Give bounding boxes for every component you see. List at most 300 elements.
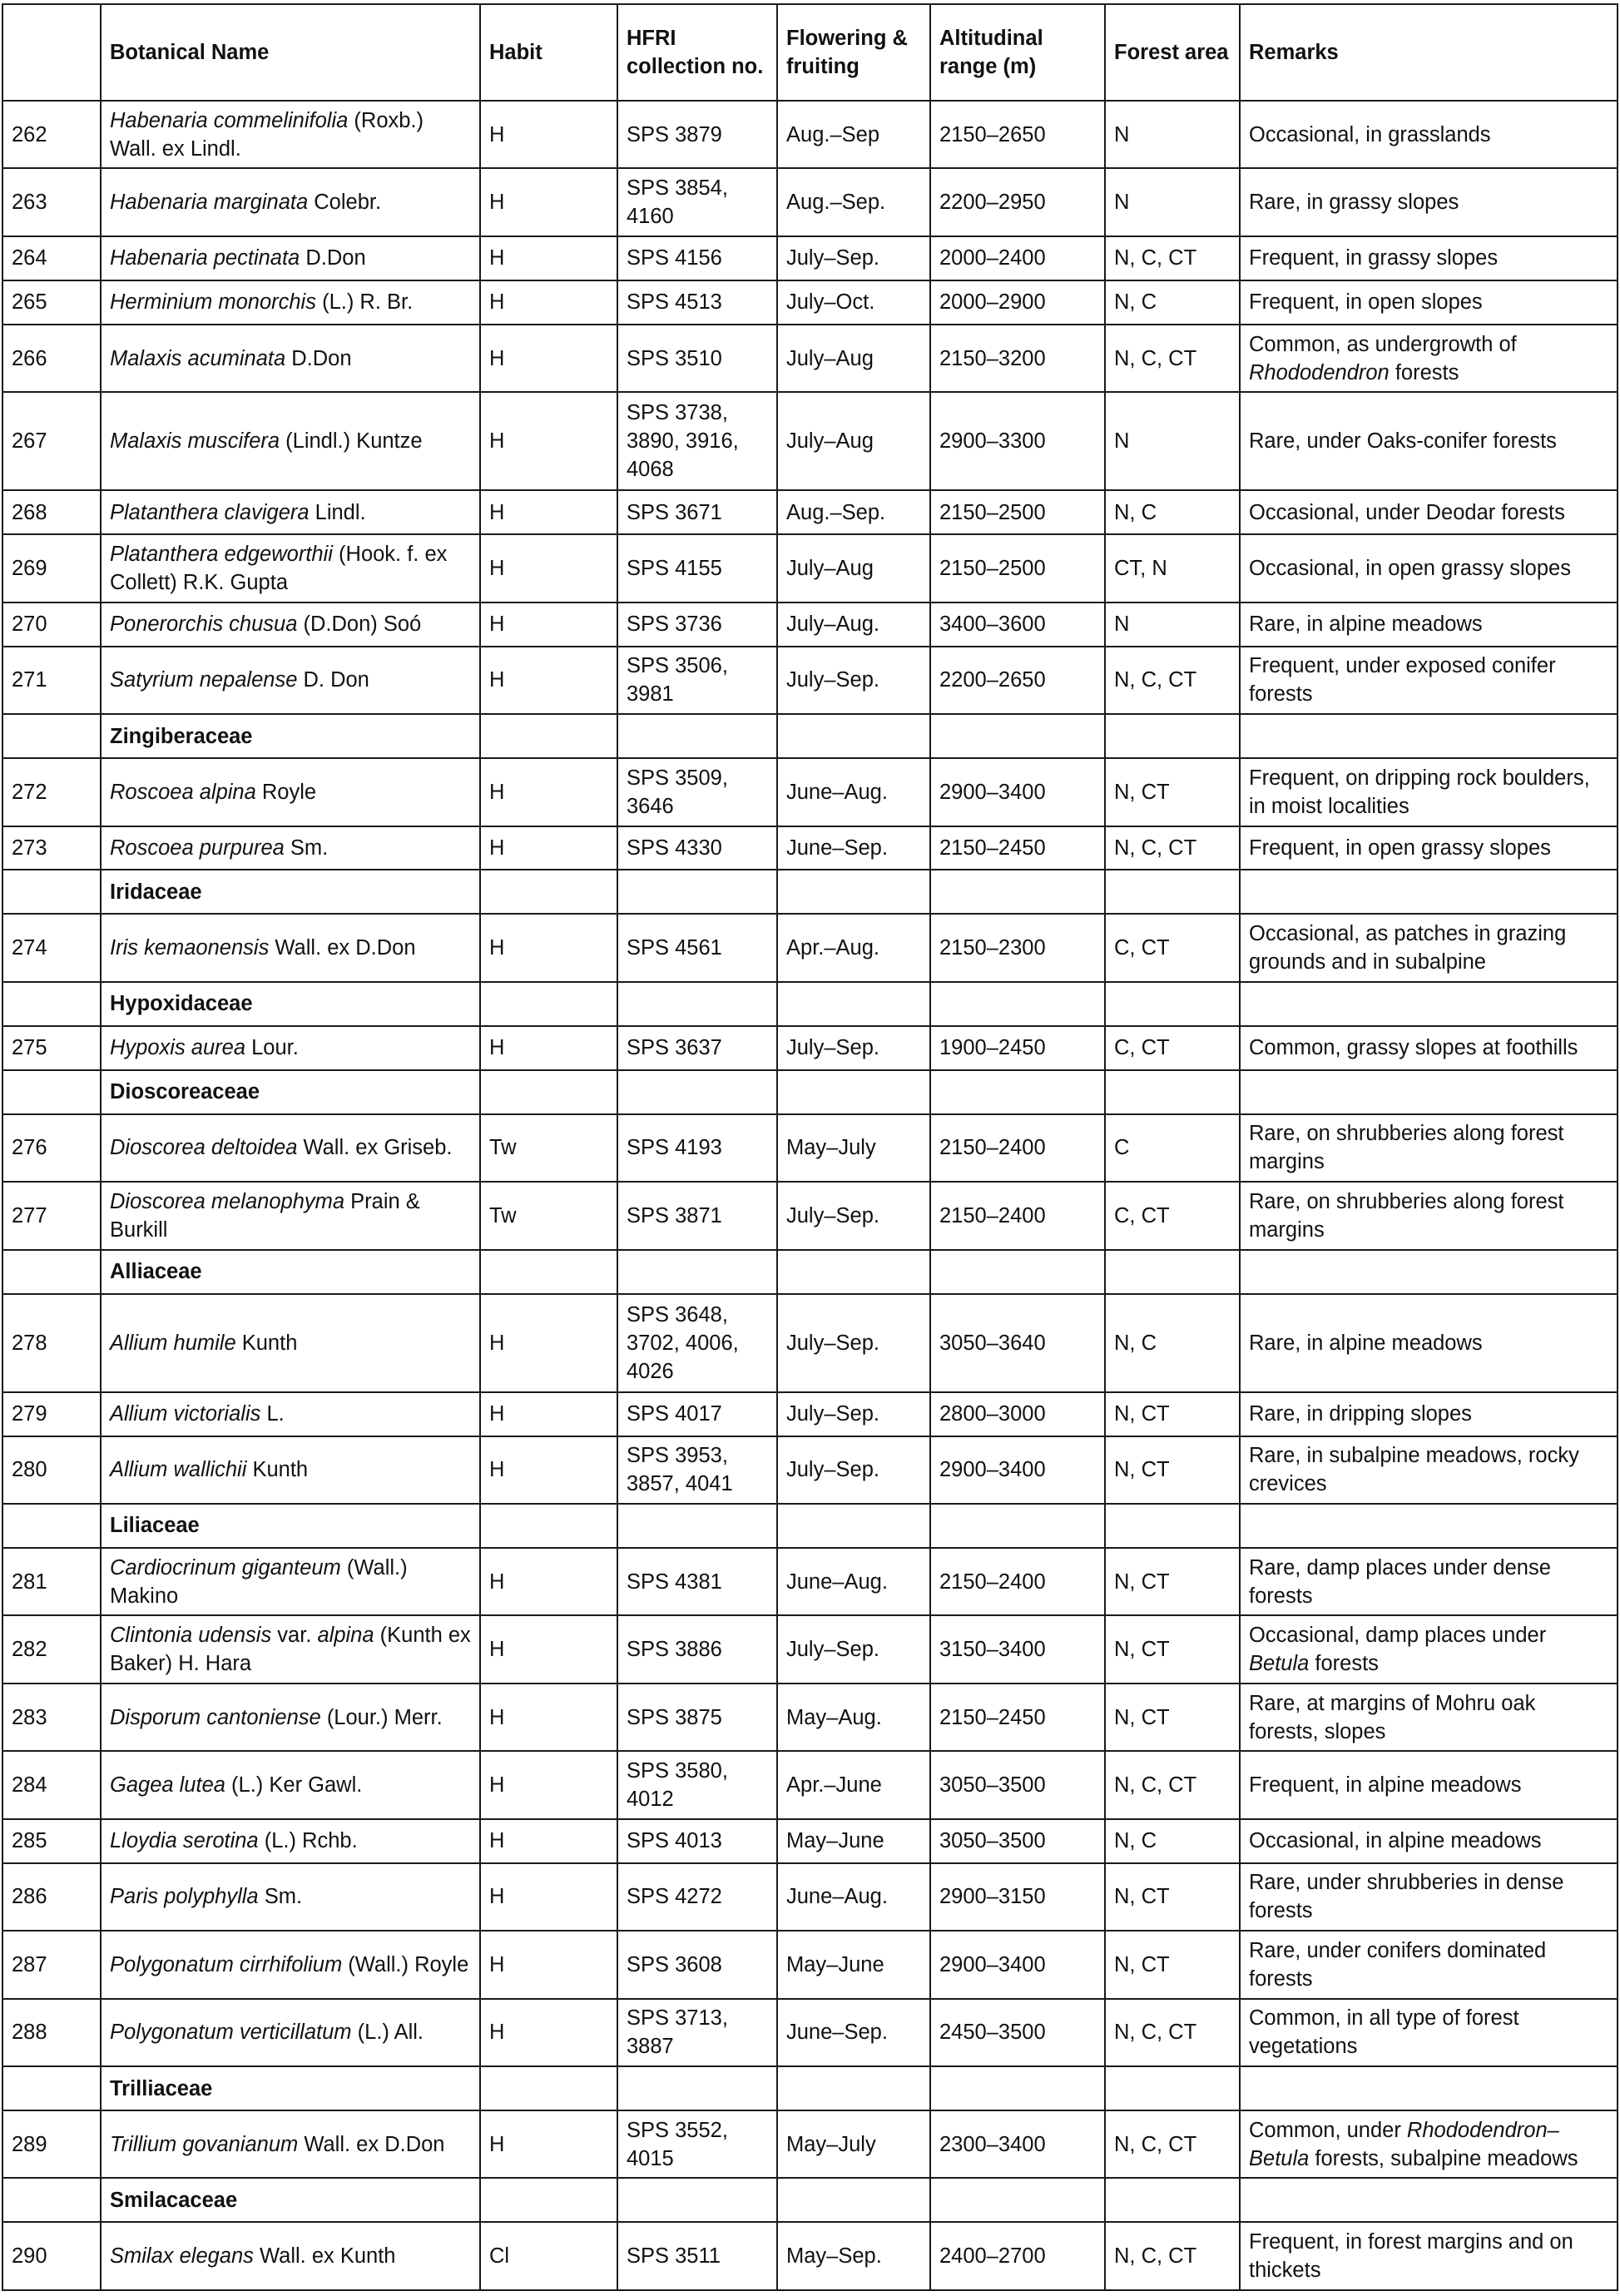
authority: Wall. ex D.Don [304,2132,445,2156]
collection-number: SPS 3506, 3981 [617,647,777,714]
authority: (Hook. f. ex Collett) R.K. Gupta [110,543,448,594]
empty-cell [480,714,617,758]
empty-cell [1240,2066,1618,2110]
species-name: Hypoxis aurea [110,1036,245,1060]
species-row [2,392,1618,490]
collection-number: SPS 3875 [617,1684,777,1751]
habit: H [480,603,617,647]
remarks [1240,1182,1618,1249]
row-number: 271 [2,647,101,714]
altitudinal-range: 2150–2500 [930,490,1105,534]
remarks [1240,1392,1618,1436]
species-row [2,1548,1618,1615]
remarks-text: Rare, in alpine meadows [1249,1331,1483,1355]
forest-area: N, CT [1105,1436,1240,1504]
empty-cell [777,2066,930,2110]
species-name: Malaxis acuminata [110,346,286,370]
empty-cell [930,1250,1105,1294]
authority: (Wall.) Royle [348,1952,469,1976]
altitudinal-range: 2150–3200 [930,325,1105,392]
altitudinal-range: 2900–3150 [930,1863,1105,1931]
collection-number: SPS 3713, 3887 [617,1999,777,2066]
botanical-name [101,1684,480,1751]
remarks-text: Rare, under Oaks-conifer forests [1249,429,1557,454]
forest-area: N, CT [1105,1392,1240,1436]
authority: Royle [261,780,317,804]
empty-cell [617,2066,777,2110]
row-number: 274 [2,914,101,981]
empty-cell [930,1070,1105,1114]
number-cell [2,870,101,914]
altitudinal-range: 2200–2950 [930,168,1105,236]
remarks-text: Rare, under shrubberies in dense forests [1249,1871,1564,1923]
altitudinal-range: 1900–2450 [930,1026,1105,1070]
collection-number: SPS 4381 [617,1548,777,1615]
botanical-name [101,1931,480,1998]
flowering-fruiting: June–Aug. [777,758,930,826]
remarks [1240,101,1618,168]
habit: H [480,1999,617,2066]
flowering-fruiting: May–June [777,1819,930,1863]
empty-cell [930,982,1105,1026]
altitudinal-range: 3150–3400 [930,1615,1105,1683]
forest-area: N, CT [1105,1863,1240,1931]
row-number: 286 [2,1863,101,1931]
species-name: Paris polyphylla [110,1885,259,1909]
botanical-name [101,168,480,236]
authority: (L.) R. Br. [322,290,414,315]
remarks-text: Occasional, in alpine meadows [1249,1829,1542,1853]
species-table [2,3,1618,2291]
col-header-collection-no: HFRI collection no. [617,4,777,101]
species-row [2,101,1618,168]
authority: D.Don [305,246,366,270]
species-name: Roscoea purpurea [110,836,285,860]
altitudinal-range: 2450–3500 [930,1999,1105,2066]
empty-cell [777,1070,930,1114]
collection-number: SPS 4513 [617,280,777,325]
species-name: Smilax elegans [110,2244,254,2269]
empty-cell [617,714,777,758]
table-body [2,101,1618,2290]
row-number: 287 [2,1931,101,1998]
authority: Sm. [290,836,329,860]
empty-cell [930,2066,1105,2110]
row-number: 280 [2,1436,101,1504]
empty-cell [617,2178,777,2222]
collection-number: SPS 4156 [617,236,777,280]
species-row [2,534,1618,602]
habit: H [480,168,617,236]
botanical-name [101,2222,480,2290]
botanical-name [101,758,480,826]
collection-number: SPS 4330 [617,826,777,870]
forest-area: N, C, CT [1105,2222,1240,2290]
flowering-fruiting: June–Sep. [777,826,930,870]
forest-area: N, CT [1105,1931,1240,1998]
empty-cell [1105,2178,1240,2222]
authority: Sm. [264,1885,303,1909]
flowering-fruiting: Aug.–Sep. [777,490,930,534]
authority: (D.Don) Soó [303,612,422,637]
remarks-text: Rare, damp places under dense forests [1249,1555,1551,1608]
authority: Wall. ex D.Don [275,936,416,960]
row-number: 275 [2,1026,101,1070]
habit: H [480,236,617,280]
empty-cell [930,1504,1105,1548]
flowering-fruiting: Aug.–Sep [777,101,930,168]
species-name: Habenaria marginata [110,191,309,215]
empty-cell [480,2178,617,2222]
forest-area: N [1105,603,1240,647]
empty-cell [480,1504,617,1548]
flowering-fruiting: June–Aug. [777,1548,930,1615]
authority: (Kunth ex Baker) H. Hara [110,1624,471,1676]
family-row [2,870,1618,914]
row-number: 272 [2,758,101,826]
empty-cell [617,1070,777,1114]
empty-cell [777,1504,930,1548]
flowering-fruiting: June–Aug. [777,1863,930,1931]
altitudinal-range: 2900–3400 [930,758,1105,826]
botanical-name [101,280,480,325]
row-number: 269 [2,534,101,602]
habit: H [480,534,617,602]
species-row [2,1999,1618,2066]
remarks-text: forests [1309,1652,1379,1676]
family-name: Hypoxidaceae [101,982,480,1026]
authority: Colebr. [314,191,382,215]
table-header-row [2,4,1618,101]
forest-area: N [1105,392,1240,490]
empty-cell [1240,982,1618,1026]
forest-area: N, C [1105,1294,1240,1392]
botanical-name [101,1751,480,1818]
family-row [2,1504,1618,1548]
remarks-text: Common, as undergrowth of [1249,332,1517,356]
flowering-fruiting: July–Aug [777,392,930,490]
col-header-remarks: Remarks [1240,4,1618,101]
species-name: Allium victorialis [110,1402,261,1426]
number-cell [2,1070,101,1114]
habit: H [480,758,617,826]
family-name: Iridaceae [101,870,480,914]
empty-cell [480,982,617,1026]
remarks-text: Frequent, in open grassy slopes [1249,836,1551,860]
remarks [1240,1931,1618,1998]
row-number: 279 [2,1392,101,1436]
botanical-name [101,603,480,647]
remarks [1240,280,1618,325]
forest-area: C [1105,1114,1240,1182]
flowering-fruiting: July–Sep. [777,1615,930,1683]
species-row [2,325,1618,392]
forest-area: CT, N [1105,534,1240,602]
row-number: 278 [2,1294,101,1392]
row-number: 282 [2,1615,101,1683]
botanical-name [101,1615,480,1683]
remarks-text: Rare, in grassy slopes [1249,191,1459,215]
forest-area: N [1105,168,1240,236]
species-row [2,826,1618,870]
species-row [2,1615,1618,1683]
remarks [1240,1294,1618,1392]
altitudinal-range: 2150–2450 [930,826,1105,870]
remarks [1240,2222,1618,2290]
forest-area: N, C, CT [1105,647,1240,714]
empty-cell [480,2066,617,2110]
number-cell [2,2066,101,2110]
empty-cell [617,1504,777,1548]
habit: H [480,1294,617,1392]
authority: Lour. [251,1036,299,1060]
empty-cell [930,870,1105,914]
species-name: Malaxis muscifera [110,429,280,454]
species-name: Ponerorchis chusua [110,612,298,637]
habit: H [480,325,617,392]
flowering-fruiting: July–Aug. [777,603,930,647]
forest-area: N, C, CT [1105,2110,1240,2178]
forest-area: N, C [1105,490,1240,534]
remarks-text: Occasional, in grasslands [1249,122,1491,146]
habit: H [480,490,617,534]
flowering-fruiting: July–Sep. [777,236,930,280]
collection-number: SPS 3953, 3857, 4041 [617,1436,777,1504]
species-row [2,490,1618,534]
remarks-text: Frequent, in grassy slopes [1249,246,1499,270]
botanical-name [101,647,480,714]
altitudinal-range: 2150–2400 [930,1182,1105,1249]
remarks-text: Frequent, in alpine meadows [1249,1773,1522,1798]
collection-number: SPS 3738, 3890, 3916, 4068 [617,392,777,490]
empty-cell [617,982,777,1026]
family-row [2,982,1618,1026]
remarks-text: Rare, in subalpine meadows, rocky crevices [1249,1444,1579,1496]
authority: Lindl. [315,500,366,524]
species-row [2,2222,1618,2290]
remarks [1240,1615,1618,1683]
flowering-fruiting: July–Sep. [777,1294,930,1392]
authority: (L.) Rchb. [264,1829,358,1853]
remarks-text: Frequent, in open slopes [1249,290,1483,315]
remarks [1240,647,1618,714]
flowering-fruiting: May–July [777,1114,930,1182]
species-row [2,1294,1618,1392]
remarks-text: Rhododendron [1406,2118,1548,2142]
col-header-forest-area: Forest area [1105,4,1240,101]
collection-number: SPS 3879 [617,101,777,168]
habit: H [480,1548,617,1615]
empty-cell [617,1250,777,1294]
forest-area: N, CT [1105,1615,1240,1683]
remarks-text: Occasional, as patches in grazing grounds and in subalpine [1249,922,1567,974]
altitudinal-range: 2150–2300 [930,914,1105,981]
species-row [2,1114,1618,1182]
authority: D. Don [303,668,369,692]
flowering-fruiting: Aug.–Sep. [777,168,930,236]
row-number: 288 [2,1999,101,2066]
habit: H [480,1026,617,1070]
family-row [2,2178,1618,2222]
remarks [1240,325,1618,392]
collection-number: SPS 4017 [617,1392,777,1436]
altitudinal-range: 2900–3400 [930,1436,1105,1504]
altitudinal-range: 2800–3000 [930,1392,1105,1436]
forest-area: N [1105,101,1240,168]
remarks [1240,914,1618,981]
remarks-text: Common, grassy slopes at foothills [1249,1036,1578,1060]
species-name: Allium humile [110,1331,236,1355]
remarks [1240,392,1618,490]
botanical-name [101,236,480,280]
forest-area: N, CT [1105,1684,1240,1751]
authority: (Roxb.) Wall. ex Lindl. [110,108,424,161]
remarks [1240,1026,1618,1070]
remarks [1240,168,1618,236]
altitudinal-range: 2150–2450 [930,1684,1105,1751]
botanical-name [101,1863,480,1931]
forest-area: C, CT [1105,1026,1240,1070]
altitudinal-range: 2200–2650 [930,647,1105,714]
habit: H [480,392,617,490]
empty-cell [777,982,930,1026]
species-row [2,1751,1618,1818]
altitudinal-range: 3400–3600 [930,603,1105,647]
empty-cell [1105,1070,1240,1114]
botanical-name [101,1436,480,1504]
forest-area: N, C, CT [1105,236,1240,280]
collection-number: SPS 3510 [617,325,777,392]
empty-cell [930,2178,1105,2222]
species-row [2,1026,1618,1070]
botanical-name [101,2110,480,2178]
flowering-fruiting: Apr.–Aug. [777,914,930,981]
collection-number: SPS 3886 [617,1615,777,1683]
altitudinal-range: 2000–2900 [930,280,1105,325]
species-name: Platanthera edgeworthii [110,543,333,566]
remarks-text: Common, under [1249,2118,1407,2142]
forest-area: N, C, CT [1105,1999,1240,2066]
collection-number: SPS 4193 [617,1114,777,1182]
remarks-text: – [1547,2118,1559,2142]
remarks [1240,603,1618,647]
remarks [1240,490,1618,534]
habit: H [480,1863,617,1931]
authority: (L.) Ker Gawl. [231,1773,363,1798]
remarks [1240,1684,1618,1751]
family-row [2,1250,1618,1294]
empty-cell [1240,1250,1618,1294]
row-number: 268 [2,490,101,534]
row-number: 289 [2,2110,101,2178]
habit: H [480,1684,617,1751]
species-row [2,603,1618,647]
remarks-text: Frequent, on dripping rock boulders, in moist localities [1249,766,1590,818]
row-number: 277 [2,1182,101,1249]
species-name: Gagea lutea [110,1773,225,1798]
habit: H [480,1436,617,1504]
botanical-name [101,392,480,490]
flowering-fruiting: May–Sep. [777,2222,930,2290]
number-cell [2,714,101,758]
authority: (L.) All. [357,2021,424,2045]
empty-cell [1240,1070,1618,1114]
empty-cell [480,1250,617,1294]
col-header-number [2,4,101,101]
row-number: 270 [2,603,101,647]
flowering-fruiting: May–June [777,1931,930,1998]
remarks [1240,1436,1618,1504]
remarks-text: Rhododendron [1249,360,1390,384]
remarks-text: Rare, on shrubberies along forest margins [1249,1189,1564,1242]
collection-number: SPS 3648, 3702, 4006, 4026 [617,1294,777,1392]
forest-area: N, C, CT [1105,1751,1240,1818]
collection-number: SPS 3854, 4160 [617,168,777,236]
row-number: 281 [2,1548,101,1615]
col-header-altitudinal-range: Altitudinal range (m) [930,4,1105,101]
row-number: 273 [2,826,101,870]
family-name: Smilacaceae [101,2178,480,2222]
authority: D.Don [291,346,352,370]
botanical-name [101,1182,480,1249]
collection-number: SPS 3511 [617,2222,777,2290]
species-name: Platanthera clavigera [110,500,310,524]
species-row [2,1392,1618,1436]
remarks-text: Occasional, in open grassy slopes [1249,557,1571,580]
remarks-text: Rare, at margins of Mohru oak forests, slopes [1249,1691,1536,1743]
family-row [2,2066,1618,2110]
habit: Tw [480,1114,617,1182]
botanical-name [101,1819,480,1863]
species-name: Dioscorea deltoidea [110,1136,298,1160]
species-row [2,2110,1618,2178]
forest-area: N, C [1105,280,1240,325]
forest-area: N, C, CT [1105,325,1240,392]
species-row [2,647,1618,714]
row-number: 283 [2,1684,101,1751]
authority: Wall. ex Griseb. [303,1136,453,1160]
empty-cell [1105,2066,1240,2110]
forest-area: N, CT [1105,1548,1240,1615]
altitudinal-range: 2300–3400 [930,2110,1105,2178]
collection-number: SPS 4561 [617,914,777,981]
altitudinal-range: 2900–3300 [930,392,1105,490]
habit: H [480,647,617,714]
flowering-fruiting: July–Sep. [777,1436,930,1504]
remarks-text: Rare, on shrubberies along forest margins [1249,1122,1564,1174]
species-name: Herminium monorchis [110,290,316,315]
row-number: 266 [2,325,101,392]
remarks-text: Occasional, under Deodar forests [1249,500,1565,524]
remarks [1240,1548,1618,1615]
habit: H [480,2110,617,2178]
empty-cell [1105,870,1240,914]
remarks [1240,1863,1618,1931]
habit: Cl [480,2222,617,2290]
remarks-text: Rare, in alpine meadows [1249,612,1483,637]
botanical-name [101,1114,480,1182]
species-name: Iris kemaonensis [110,936,270,960]
collection-number: SPS 3509, 3646 [617,758,777,826]
number-cell [2,1250,101,1294]
empty-cell [777,714,930,758]
altitudinal-range: 3050–3500 [930,1751,1105,1818]
remarks [1240,1999,1618,2066]
empty-cell [1105,1250,1240,1294]
remarks [1240,236,1618,280]
altitudinal-range: 2000–2400 [930,236,1105,280]
empty-cell [1105,982,1240,1026]
